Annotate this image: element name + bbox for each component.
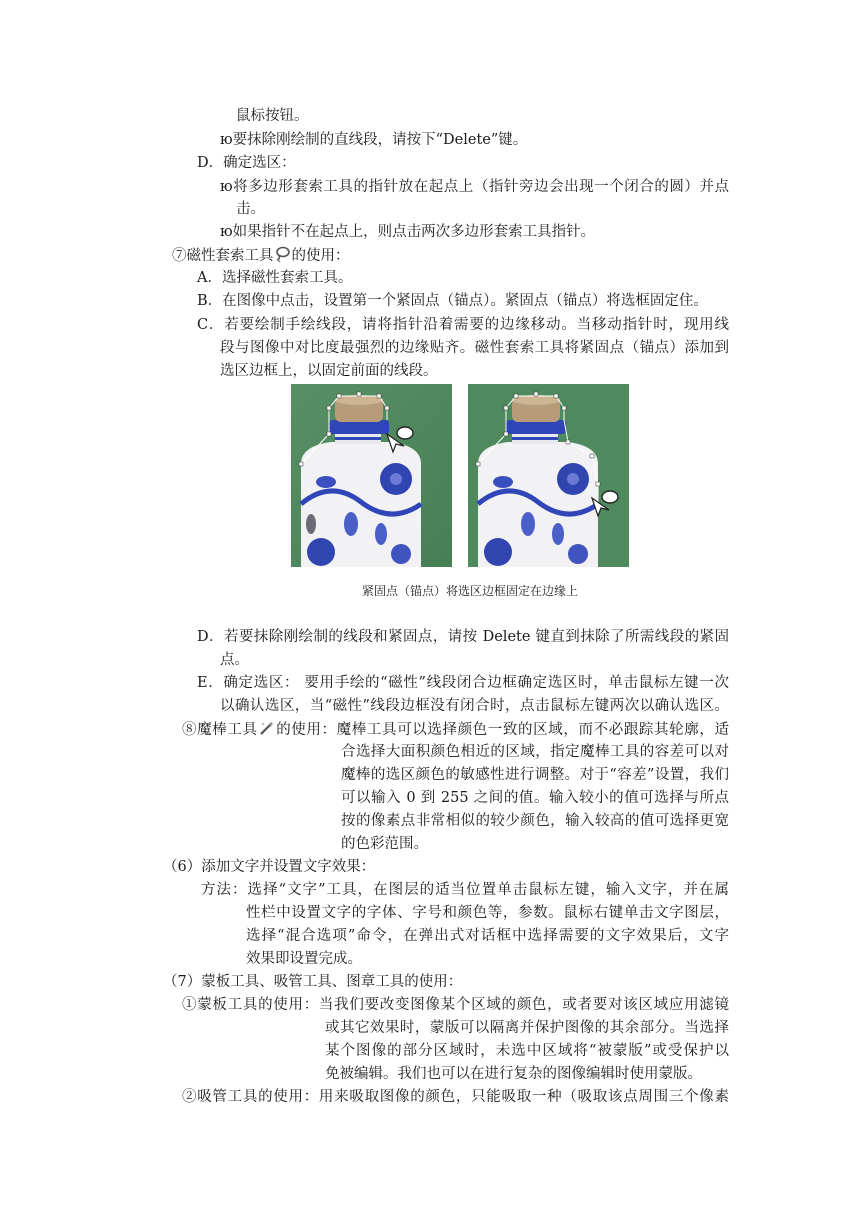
figure-photo-left (291, 384, 452, 567)
text-line: A．选择磁性套索工具。 (197, 270, 353, 286)
figure-caption: 紧固点（锚点）将选区边框固定在边缘上 (362, 584, 579, 598)
section-heading-text: （6）添加文字并设置文字效果： (163, 859, 376, 875)
text-line: 或其它效果时，蒙版可以隔离并保护图像的其余部分。当选择 (325, 1020, 729, 1036)
text-line: 效果即设置完成。 (246, 951, 362, 967)
text-line: B．在图像中点击，设置第一个紧固点（锚点）。紧固点（锚点）将选框固定住。 (197, 293, 708, 309)
section-heading-tools: （7）蒙板工具、吸管工具、图章工具的使用： (163, 974, 463, 990)
text-line: 点。 (220, 652, 249, 668)
text-line: D．若要抹除刚绘制的线段和紧固点，请按 Delete 键直到抹除了所需线段的紧固 (197, 629, 729, 645)
text-line: ②吸管工具的使用：用来吸取图像的颜色，只能吸取一种（吸取该点周围三个像素 (182, 1089, 729, 1105)
step-heading: D．确定选区： (197, 155, 296, 171)
section-heading-magnetic-lasso: ⑦磁性套索工具 的使用： (172, 245, 350, 269)
text-line: 魔棒的选区颜色的敏感性进行调整。对于“容差”设置，我们 (341, 767, 729, 783)
text-line: ю将多边形套索工具的指针放在起点上（指针旁边会出现一个闭合的圆）并点 (220, 179, 729, 195)
text-line: ю如果指针不在起点上，则点击两次多边形套索工具指针。 (220, 224, 596, 240)
text-line: C．若要绘制手绘线段，请将指针沿着需要的边缘移动。当移动指针时，现用线 (197, 317, 729, 333)
text-line: 鼠标按钮。 (236, 108, 309, 124)
text-line: ю要抹除刚绘制的直线段，请按下“Delete”键。 (220, 132, 528, 148)
section-heading-magic-wand: ⑧魔棒工具 的使用：魔棒工具可以选择颜色一致的区域，而不必跟踪其轮廓，适 (182, 719, 729, 743)
text-line: 性栏中设置文字的字体、字号和颜色等，参数。鼠标右键单击文字图层， (246, 905, 729, 921)
text-line: 某个图像的部分区域时，未选中区域将“被蒙版”或受保护以 (325, 1043, 729, 1059)
text-line: 按的像素点非常相似的较少颜色，输入较高的值可选择更宽 (341, 813, 729, 829)
magic-wand-icon (258, 719, 276, 743)
text-line: 方法：选择“文字”工具，在图层的适当位置单击鼠标左键，输入文字，并在属 (201, 882, 729, 898)
text-line: 可以输入 0 到 255 之间的值。输入较小的值可选择与所点 (341, 790, 729, 806)
text-line: 段与图像中对比度最强烈的边缘贴齐。磁性套索工具将紧固点（锚点）添加到 (220, 340, 729, 356)
text-line: 击。 (236, 201, 265, 217)
text-line: 免被编辑。我们也可以在进行复杂的图像编辑时使用蒙版。 (325, 1066, 702, 1082)
text-line: 合选择大面积颜色相近的区域，指定魔棒工具的容差可以对 (341, 744, 729, 760)
text-line: 以确认选区，当“磁性”线段边框没有闭合时，点击鼠标左键两次以确认选区。 (220, 698, 729, 714)
text-line: E．确定选区： 要用手绘的“磁性”线段闭合边框确定选区时，单击鼠标左键一次 (197, 675, 729, 691)
text-line: ①蒙板工具的使用：当我们要改变图像某个区域的颜色，或者要对该区域应用滤镜 (182, 997, 729, 1013)
text-line: 选择“混合选项”命令，在弹出式对话框中选择需要的文字效果后，文字 (246, 928, 729, 944)
figure-photo-right (468, 384, 629, 567)
text-line: 选区边框上，以固定前面的线段。 (220, 363, 438, 379)
text-line: 的色彩范围。 (341, 836, 428, 852)
magnetic-lasso-icon (274, 245, 292, 269)
